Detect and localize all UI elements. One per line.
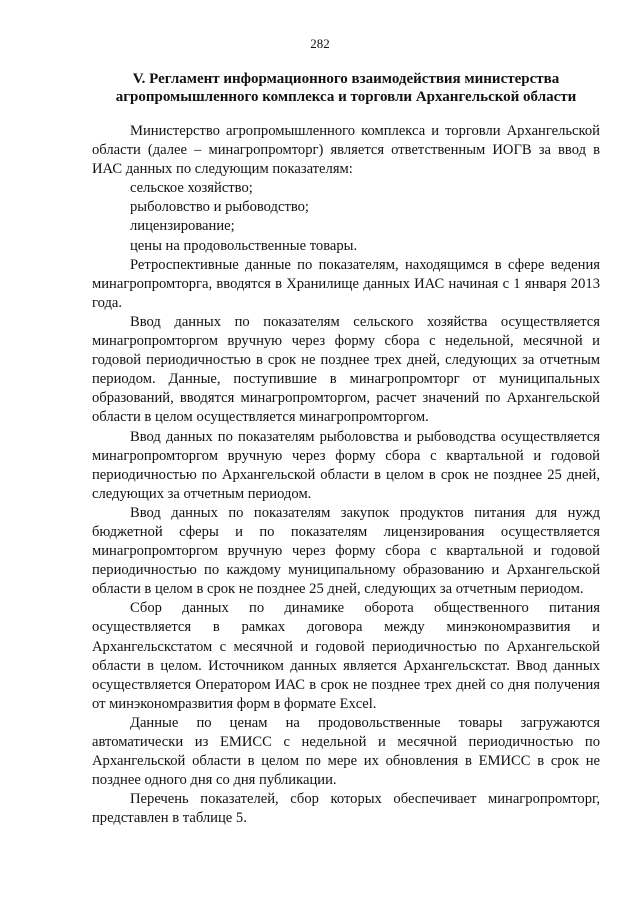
paragraph-fishery: Ввод данных по показателям рыболовства и рыбоводства осуществляется минагропромторгом вручную через форму сбора с квартальной и годовой периодичностью по Архангельской области в целом в срок не позднее 25 дней, следующих за отчетным периодом. bbox=[92, 428, 600, 502]
intro-paragraph: Министерство агропромышленного комплекса и торговли Архангельской области (далее – минагропромторг) является ответственным ИОГВ за ввод в ИАС данных по следующим показателям: bbox=[92, 123, 600, 178]
indicator-item: сельское хозяйство; bbox=[130, 180, 253, 197]
body-text bbox=[92, 122, 600, 828]
section-heading-line-1: V. Регламент информационного взаимодействия министерства bbox=[132, 71, 560, 87]
section-heading bbox=[92, 70, 600, 106]
indicator-item: цены на продовольственные товары. bbox=[130, 237, 358, 254]
paragraph-retrospective-data: Ретроспективные данные по показателям, находящимся в сфере ведения минагропромторга, вводятся в Хранилище данных ИАС начиная с 1 января 2013 года. bbox=[92, 256, 600, 311]
page-number: 282 bbox=[310, 36, 330, 51]
paragraph-food-prices: Данные по ценам на продовольственные товары загружаются автоматически из ЕМИСС с недельной и месячной периодичностью по Архангельской области в целом по мере их обновления в ЕМИСС в срок не позднее одного дня со дня публикации. bbox=[92, 714, 600, 789]
paragraph-table-reference: Перечень показателей, сбор которых обеспечивает минагропромторг, представлен в таблице 5. bbox=[92, 791, 600, 827]
paragraph-procurement-licensing: Ввод данных по показателям закупок продуктов питания для нужд бюджетной сферы и по показателям лицензирования осуществляется минагропромторгом вручную через форму сбора с квартальной и годовой периодичностью по каждому муниципальному образованию и Архангельской области в целом в срок не позднее 25 дней, следующих за отчетным периодом. bbox=[92, 504, 600, 598]
paragraph-agriculture: Ввод данных по показателям сельского хозяйства осуществляется минагропромторгом вручную через форму сбора с недельной, месячной и годовой периодичностью в срок не позднее трех дней, следующих за отчетным периодом. Данные, поступившие в минагропромторг от муниципальных образований, вводятся минагропромторгом, расчет значений по Архангельской области в целом осуществляется минагропромторгом. bbox=[92, 313, 600, 426]
indicator-item: лицензирование; bbox=[130, 218, 235, 235]
indicator-item: рыболовство и рыбоводство; bbox=[130, 199, 309, 216]
section-heading-line-2: агропромышленного комплекса и торговли Архангельской области bbox=[115, 89, 577, 105]
paragraph-public-catering: Сбор данных по динамике оборота общественного питания осуществляется в рамках договора между минэкономразвития и Архангельскстатом с месячной и годовой периодичностью по Архангельской области в целом. Источником данных является Архангельскстат. Ввод данных осуществляется Оператором ИАС в срок не позднее трех дней со дня получения от минэкономразвития форм в формате Excel. bbox=[92, 600, 600, 712]
